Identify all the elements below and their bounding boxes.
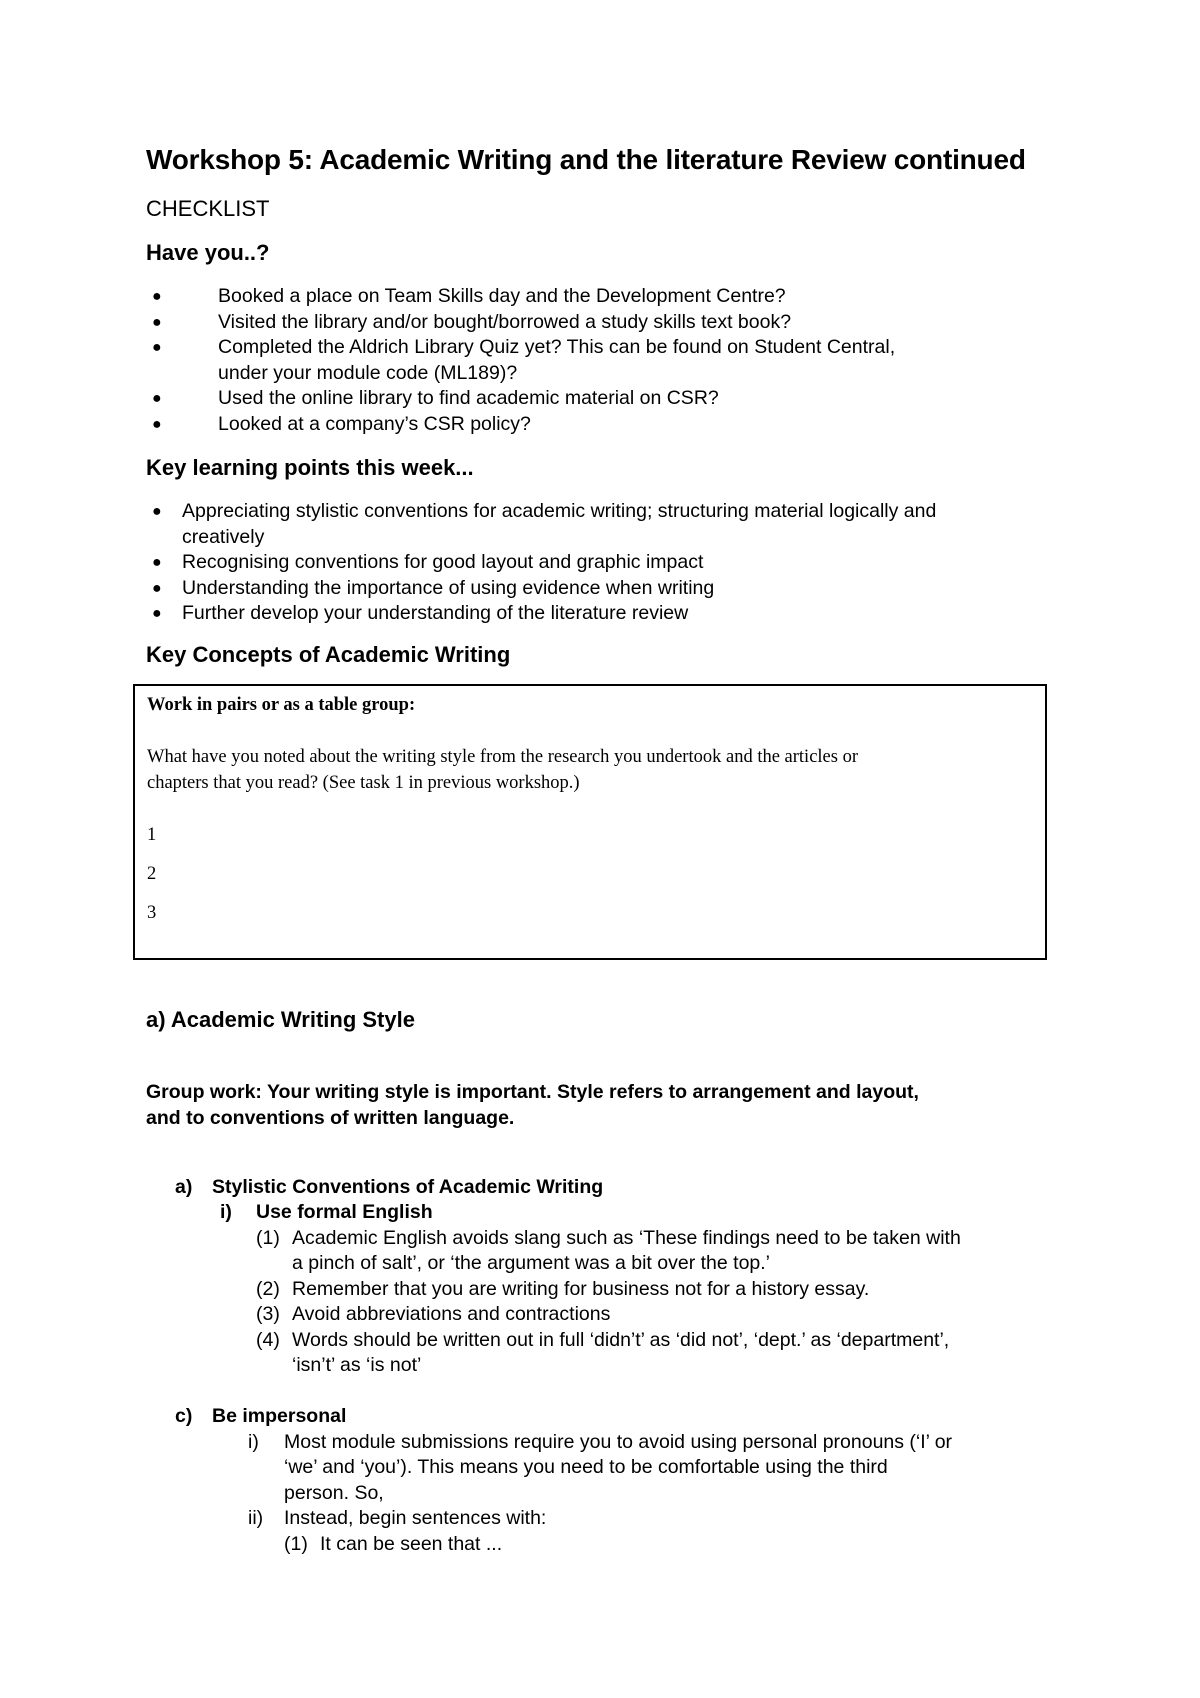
point-text: Remember that you are writing for business not for a history essay. <box>292 1278 870 1300</box>
impersonal-i-marker: i) <box>248 1431 259 1453</box>
list-item-continuation: under your module code (ML189)? <box>218 361 518 384</box>
point-marker: (3) <box>256 1303 280 1325</box>
impersonal-marker: c) <box>175 1405 193 1427</box>
box-heading: Work in pairs or as a table group: <box>147 695 416 715</box>
page-title: Workshop 5: Academic Writing and the literature Review continued <box>146 144 1026 175</box>
stylistic-marker: a) <box>175 1176 193 1198</box>
key-concepts-heading: Key Concepts of Academic Writing <box>146 642 511 667</box>
list-item: ● Recognising conventions for good layout and graphic impact <box>182 550 1062 576</box>
formal-english-heading: Use formal English <box>256 1201 433 1223</box>
have-you-heading: Have you..? <box>146 240 270 265</box>
list-item-continuation: creatively <box>182 525 265 548</box>
point-text: Academic English avoids slang such as ‘These findings need to be taken with <box>292 1227 961 1249</box>
bullet-icon: ● <box>152 579 162 597</box>
impersonal-ii-marker: ii) <box>248 1507 264 1529</box>
point-text: ‘isn’t’ as ‘is not’ <box>292 1354 422 1376</box>
list-item: ● Used the online library to find academic material on CSR? <box>218 386 1018 412</box>
point-text: Words should be written out in full ‘didn’t’ as ‘did not’, ‘dept.’ as ‘department’, <box>292 1329 950 1351</box>
bullet-icon: ● <box>152 288 162 305</box>
impersonal-i-text: person. So, <box>284 1482 384 1504</box>
list-item: ● Understanding the importance of using evidence when writing <box>182 576 1062 602</box>
checklist-label: CHECKLIST <box>146 196 270 221</box>
bullet-icon: ● <box>152 554 162 571</box>
point-text: Avoid abbreviations and contractions <box>292 1303 611 1325</box>
bullet-icon: ● <box>152 390 162 407</box>
pair-work-box <box>133 684 1047 960</box>
point-marker: (2) <box>256 1278 280 1300</box>
box-question: What have you noted about the writing style from the research you undertook and the articles or chapters that you read? (See task 1 in previous workshop.) <box>147 747 858 793</box>
list-item: ● Looked at a company’s CSR policy? <box>218 412 1018 438</box>
point-marker: (1) <box>256 1227 280 1249</box>
checklist-list <box>152 284 1018 437</box>
impersonal-heading: Be impersonal <box>212 1405 347 1427</box>
point-marker: (4) <box>256 1329 280 1351</box>
impersonal-ii-text: Instead, begin sentences with: <box>284 1507 547 1529</box>
bullet-icon: ● <box>152 339 162 356</box>
bullet-icon: ● <box>152 605 162 622</box>
group-work-instruction: Group work: Your writing style is important. Style refers to arrangement and layout, and to conventions of written language. <box>146 1081 919 1129</box>
list-item: ● Further develop your understanding of the literature review <box>182 601 1062 627</box>
bullet-icon: ● <box>152 415 162 433</box>
answer-number: 3 <box>147 903 157 923</box>
point-text: a pinch of salt’, or ‘the argument was a bit over the top.’ <box>292 1252 771 1274</box>
answer-number: 2 <box>147 864 157 884</box>
list-item: ● Booked a place on Team Skills day and the Development Centre? <box>218 284 1018 310</box>
formal-english-marker: i) <box>220 1201 232 1223</box>
bullet-icon: ● <box>152 313 162 331</box>
list-item: ● Completed the Aldrich Library Quiz yet? This can be found on Student Central, <box>218 335 1018 361</box>
learning-points-list <box>152 499 1062 627</box>
list-item: ● Appreciating stylistic conventions for academic writing; structuring material logically and <box>182 499 1062 525</box>
sub-point-marker: (1) <box>284 1533 308 1555</box>
stylistic-heading: Stylistic Conventions of Academic Writing <box>212 1176 604 1198</box>
bullet-icon: ● <box>152 503 162 520</box>
answer-number: 1 <box>147 825 157 845</box>
impersonal-i-text: ‘we’ and ‘you’). This means you need to be comfortable using the third <box>284 1456 888 1478</box>
key-learning-heading: Key learning points this week... <box>146 455 474 480</box>
section-a-heading: a) Academic Writing Style <box>146 1007 415 1032</box>
list-item: ● Visited the library and/or bought/borrowed a study skills text book? <box>218 310 1018 336</box>
impersonal-i-text: Most module submissions require you to avoid using personal pronouns (‘I’ or <box>284 1431 953 1453</box>
sub-point-text: It can be seen that ... <box>320 1533 503 1555</box>
